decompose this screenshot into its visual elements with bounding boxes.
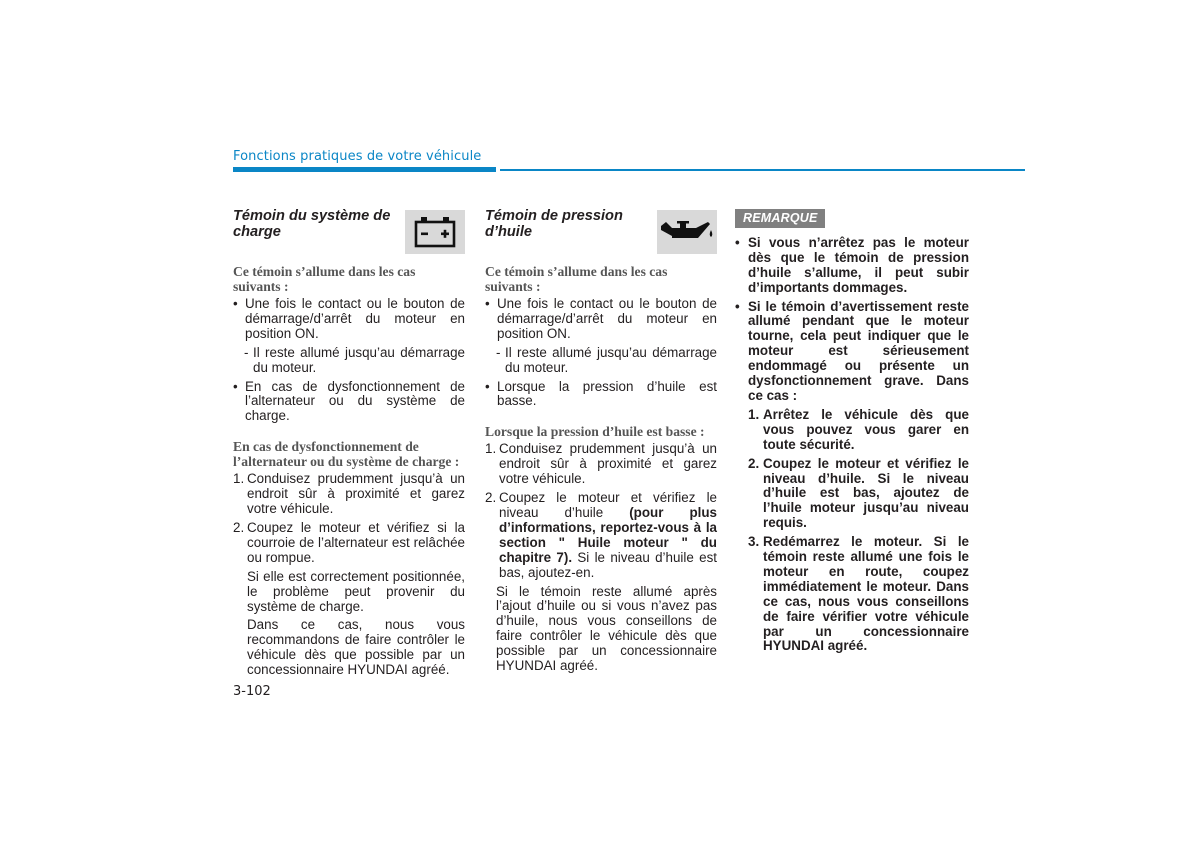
charging-para-1: Si elle est correctement positionnée, le problème peut provenir du système de charge.: [247, 568, 465, 614]
oil-step-1: 1. Conduisez prudemment jusqu’à un endroit sûr à proximité et garez votre véhicule.: [485, 441, 717, 487]
note-bullet-2: • Si le témoin d’avertissement reste allumé pendant que le moteur tourne, cela peut indiquer que le moteur est sérieusement endommagé ou présente un dysfonctionnement grave. Dans ce cas :: [735, 298, 969, 403]
note-badge: REMARQUE: [735, 209, 825, 228]
oil-pressure-column: [485, 205, 717, 678]
charging-system-column: [233, 205, 465, 682]
charging-subhead: En cas de dysfonctionnement de l’alternateur ou du système de charge :: [233, 439, 460, 470]
charging-dash-1: - Il reste allumé jusqu’au démarrage du moteur.: [244, 344, 465, 375]
oil-subhead: Lorsque la pression d’huile est basse :: [485, 424, 705, 440]
charging-bullet-2: • En cas de dysfonctionnement de l’alternateur ou du système de charge.: [233, 378, 465, 424]
charging-step-1: 1. Conduisez prudemment jusqu’à un endroit sûr à proximité et garez votre véhicule.: [233, 471, 465, 517]
charging-bullet-1: • Une fois le contact ou le bouton de démarrage/d’arrêt du moteur en position ON.: [233, 296, 465, 341]
page-number: 3-102: [233, 684, 271, 699]
charging-warning-title: Témoin du système de charge: [233, 208, 391, 240]
oil-intro: Ce témoin s’allume dans les cas suivants :: [485, 264, 668, 294]
oil-can-icon: [658, 210, 716, 250]
note-step-1: 1. Arrêtez le véhicule dès que vous pouvez vous garer en toute sécurité.: [748, 406, 969, 452]
oil-step-2: 2. Coupez le moteur et vérifiez le niveau d’huile (pour plus d’informations, reportez-vous à la section " Huile moteur " du chapitre 7). Si le niveau d’huile est bas, ajoutez-en.: [485, 490, 717, 580]
note-step-3: 3. Redémarrez le moteur. Si le témoin reste allumé une fois le moteur en route, coupez immédiatement le moteur. Dans ce cas, nous vous conseillons de faire vérifier votre véhicule par un concessionnaire HYUNDAI agréé.: [748, 534, 969, 654]
charging-para-2: Dans ce cas, nous vous recommandons de faire contrôler le véhicule dès que possible par un concessionnaire HYUNDAI agréé.: [247, 617, 465, 678]
header-rule-thick: [233, 167, 496, 172]
oil-warning-icon-box: [657, 210, 717, 254]
charging-step-2: 2. Coupez le moteur et vérifiez si la courroie de l’alternateur est relâchée ou rompue.: [233, 519, 465, 565]
oil-bullet-1: • Une fois le contact ou le bouton de démarrage/d’arrêt du moteur en position ON.: [485, 296, 717, 341]
battery-icon: [410, 210, 460, 250]
section-header-title: Fonctions pratiques de votre véhicule: [233, 149, 482, 164]
oil-para-1: Si le témoin reste allumé après l’ajout d’huile ou si vous n’avez pas d’huile, nous vous conseillons de faire contrôler le véhicule dès que possible par un concessionnaire HYUNDAI agréé.: [496, 583, 717, 674]
oil-dash-1: - Il reste allumé jusqu’au démarrage du moteur.: [496, 344, 717, 375]
charging-intro: Ce témoin s’allume dans les cas suivants :: [233, 264, 416, 294]
note-bullet-1: • Si vous n’arrêtez pas le moteur dès que le témoin de pression d’huile s’allume, il peut subir d’importants dommages.: [735, 234, 969, 295]
oil-bullet-2: • Lorsque la pression d’huile est basse.: [485, 378, 717, 409]
note-step-2: 2. Coupez le moteur et vérifiez le niveau d’huile. Si le niveau d’huile est bas, ajoutez de l’huile moteur jusqu’au niveau requis.: [748, 455, 969, 531]
note-column: [735, 205, 969, 658]
oil-warning-title: Témoin de pression d’huile: [485, 208, 623, 240]
charging-warning-icon-box: [405, 210, 465, 254]
header-rule-thin: [500, 169, 1025, 171]
